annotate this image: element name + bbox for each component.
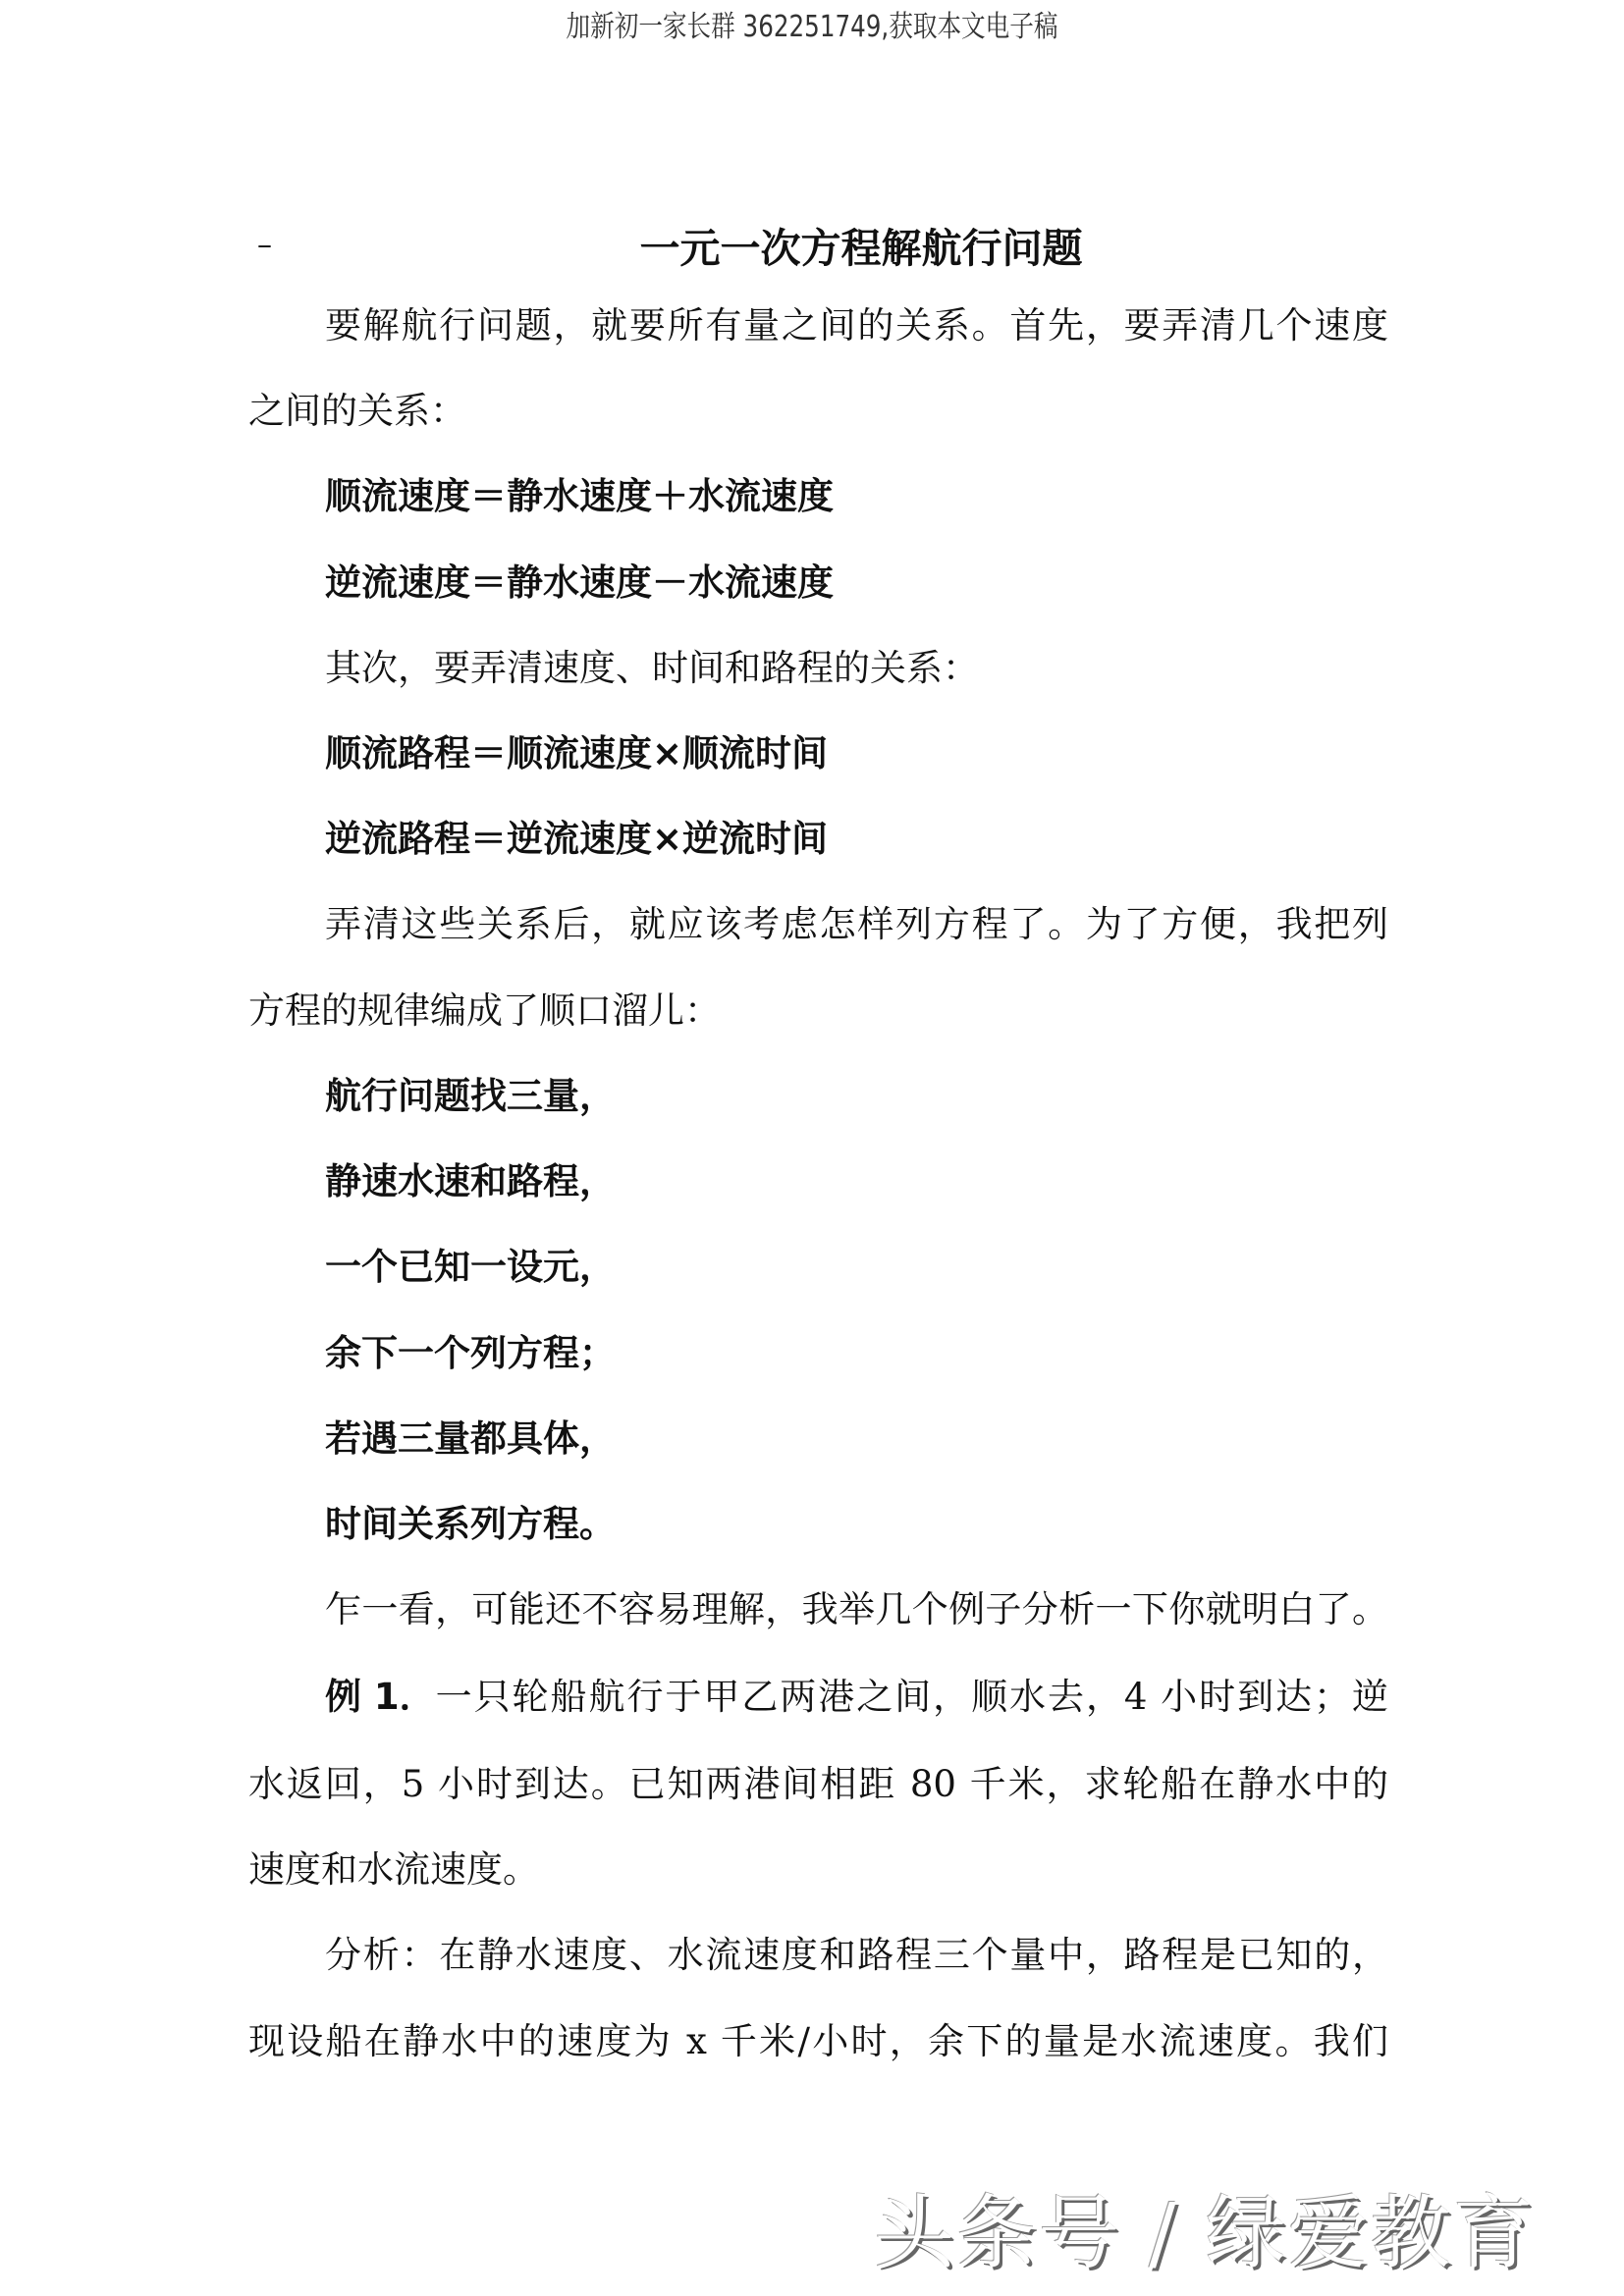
paragraph-line: 要解航行问题，就要所有量之间的关系。首先，要弄清几个速度 — [325, 304, 1388, 347]
rhyme-line: 若遇三量都具体， — [325, 1417, 616, 1460]
formula-line: 逆流速度＝静水速度－水流速度 — [325, 561, 834, 604]
rhyme-line: 航行问题找三量， — [325, 1075, 616, 1117]
paragraph-line: 乍一看，可能还不容易理解，我举几个例子分析一下你就明白了。 — [325, 1588, 1388, 1630]
title-dash: – — [257, 228, 272, 262]
rhyme-line: 静速水速和路程， — [325, 1160, 616, 1202]
paragraph-line: 其次，要弄清速度、时间和路程的关系： — [325, 647, 979, 689]
paragraph-line: 现设船在静水中的速度为 x 千米/小时，余下的量是水流速度。我们 — [248, 2020, 1388, 2062]
example-label: 例 1． — [325, 1676, 436, 1718]
watermark: 头条号 / 绿爱教育 — [874, 2187, 1536, 2280]
formula-line: 顺流路程＝顺流速度×顺流时间 — [325, 732, 829, 774]
formula-line: 逆流路程＝逆流速度×逆流时间 — [325, 818, 829, 860]
paragraph-line: 之间的关系： — [248, 390, 466, 432]
formula-line: 顺流速度＝静水速度＋水流速度 — [325, 475, 834, 517]
paragraph-line: 水返回，5 小时到达。已知两港间相距 80 千米，求轮船在静水中的 — [248, 1763, 1388, 1805]
rhyme-line: 余下一个列方程； — [325, 1332, 616, 1374]
paragraph-line: 弄清这些关系后，就应该考虑怎样列方程了。为了方便，我把列 — [325, 903, 1388, 945]
example-line — [325, 1676, 1388, 1719]
header-note: 加新初一家长群 362251749,获取本文电子稿 — [566, 10, 1058, 44]
paragraph-line: 分析：在静水速度、水流速度和路程三个量中，路程是已知的， — [325, 1934, 1388, 1976]
page-title: 一元一次方程解航行问题 — [639, 225, 1083, 272]
paragraph-line: 方程的规律编成了顺口溜儿： — [248, 989, 721, 1032]
rhyme-line: 一个已知一设元， — [325, 1246, 616, 1288]
rhyme-line: 时间关系列方程。 — [325, 1503, 616, 1545]
paragraph-line: 速度和水流速度。 — [248, 1848, 539, 1891]
example-text: 一只轮船航行于甲乙两港之间，顺水去，4 小时到达；逆 — [435, 1676, 1388, 1718]
